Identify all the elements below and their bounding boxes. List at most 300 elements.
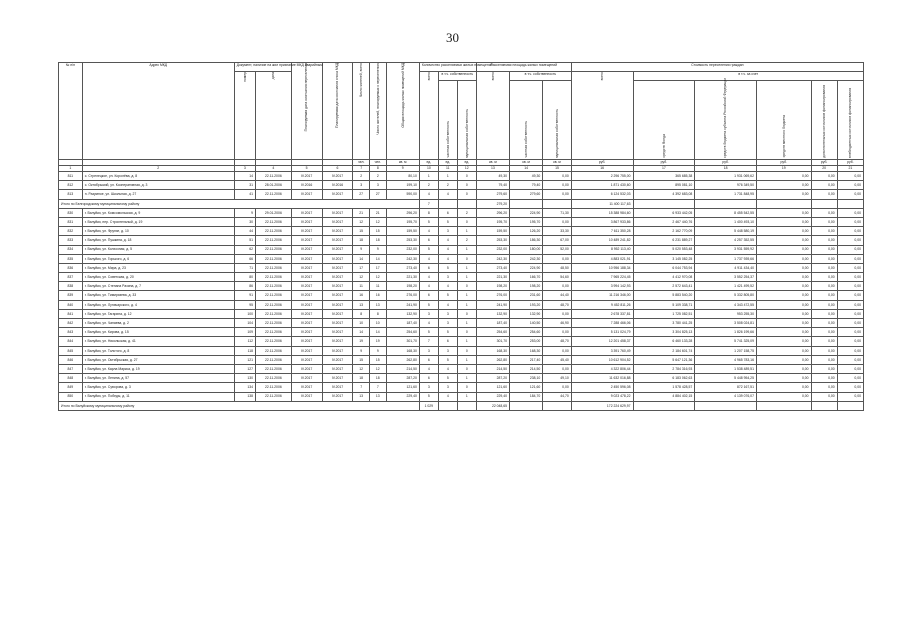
cell-a1: 121,60 bbox=[476, 383, 509, 392]
cell-addr: г. Валуйки, ул. Гагарина, д. 12 bbox=[82, 309, 234, 318]
cell-s2: 5 883 540,20 bbox=[633, 291, 695, 300]
summary-blank bbox=[756, 199, 811, 208]
cell-num: 109 bbox=[234, 328, 255, 337]
table-row bbox=[59, 190, 864, 199]
cell-date: 22.11.2006 bbox=[256, 236, 292, 245]
unit-cell-16: руб. bbox=[571, 160, 633, 166]
column-number-10: 10 bbox=[419, 166, 438, 172]
cell-c1: 7 bbox=[419, 337, 438, 346]
cell-a1: 195,70 bbox=[476, 217, 509, 226]
cell-a2: 195,70 bbox=[510, 217, 543, 226]
cell-num: 138 bbox=[234, 392, 255, 401]
cell-p2: 14 bbox=[370, 328, 387, 337]
cell-c1: 1 bbox=[419, 172, 438, 181]
cell-c1: 4 bbox=[419, 227, 438, 236]
cell-plan2: IV.2017 bbox=[322, 383, 353, 392]
cell-plan1: IV.2017 bbox=[291, 208, 322, 217]
cell-c3: 0 bbox=[457, 172, 476, 181]
cell-s5: 0,00 bbox=[811, 245, 837, 254]
table-row bbox=[59, 337, 864, 346]
cell-plan2: IV.2017 bbox=[322, 254, 353, 263]
cell-s6: 0,00 bbox=[837, 190, 863, 199]
cell-num: 121 bbox=[234, 355, 255, 364]
cell-c3: 1 bbox=[457, 300, 476, 309]
cell-plan2: IV.2017 bbox=[322, 364, 353, 373]
summary-count: 1 029 bbox=[419, 401, 438, 410]
cell-c1: 8 bbox=[419, 208, 438, 217]
cell-s2: 3 145 082,25 bbox=[633, 254, 695, 263]
cell-c3: 0 bbox=[457, 181, 476, 190]
cell-plan2: IV.2016 bbox=[322, 181, 353, 190]
cell-s2: 1 725 082,51 bbox=[633, 309, 695, 318]
cell-s2: 4 412 970,08 bbox=[633, 273, 695, 282]
header-cost-sub: в т.ч. за счет bbox=[633, 72, 864, 81]
cell-addr: с. Стрелецкое, ул. Королёва, д. 8 bbox=[82, 172, 234, 181]
cell-date: 22.11.2006 bbox=[256, 346, 292, 355]
cell-s3: 953 255,30 bbox=[695, 309, 757, 318]
cell-a3: 0,00 bbox=[543, 181, 572, 190]
cell-p2: 21 bbox=[370, 208, 387, 217]
cell-addr: г. Валуйки, ул. Тимирязева, д. 33 bbox=[82, 291, 234, 300]
cell-s6: 0,00 bbox=[837, 273, 863, 282]
summary-blank bbox=[837, 401, 863, 410]
table-row bbox=[59, 263, 864, 272]
page-number: 30 bbox=[446, 30, 459, 45]
summary-area: 279,20 bbox=[476, 199, 509, 208]
cell-s4: 0,00 bbox=[756, 364, 811, 373]
cell-s2: 895 081,10 bbox=[633, 181, 695, 190]
summary-blank bbox=[695, 199, 757, 208]
column-number-13: 13 bbox=[476, 166, 509, 172]
unit-cell-13: кв. м bbox=[476, 160, 509, 166]
cell-date: 22.11.2006 bbox=[256, 172, 292, 181]
cell-plan2: IV.2017 bbox=[322, 245, 353, 254]
cell-s1: 7 965 224,45 bbox=[571, 273, 633, 282]
cell-c3: 2 bbox=[457, 208, 476, 217]
cell-date: 22.11.2006 bbox=[256, 282, 292, 291]
cell-p1: 17 bbox=[353, 263, 370, 272]
cell-c2: 6 bbox=[438, 208, 457, 217]
cell-s3: 1 731 848,95 bbox=[695, 190, 757, 199]
cell-c2: 4 bbox=[438, 364, 457, 373]
column-number-21: 21 bbox=[837, 166, 863, 172]
summary-blank bbox=[811, 401, 837, 410]
cell-plan2: IV.2017 bbox=[322, 172, 353, 181]
cell-area: 132,90 bbox=[386, 309, 419, 318]
cell-area: 296,20 bbox=[386, 208, 419, 217]
cell-s4: 0,00 bbox=[756, 217, 811, 226]
cell-s1: 11 216 346,00 bbox=[571, 291, 633, 300]
cell-s4: 0,00 bbox=[756, 181, 811, 190]
cell-area: 229,40 bbox=[386, 392, 419, 401]
cell-a3: 49,10 bbox=[543, 374, 572, 383]
cell-s3: 4 343 472,55 bbox=[695, 300, 757, 309]
cell-p2: 13 bbox=[370, 392, 387, 401]
cell-a1: 276,00 bbox=[476, 291, 509, 300]
cell-plan1: IV.2016 bbox=[291, 181, 322, 190]
cell-addr: г. Валуйки, ул. Мира, д. 23 bbox=[82, 263, 234, 272]
cell-plan1: IV.2017 bbox=[291, 319, 322, 328]
cell-area: 590,00 bbox=[386, 190, 419, 199]
summary-row bbox=[59, 401, 864, 410]
cell-s1: 4 883 021,91 bbox=[571, 254, 633, 263]
cell-a2: 224,90 bbox=[510, 208, 543, 217]
cell-area: 80,10 bbox=[386, 172, 419, 181]
column-number-19: 19 bbox=[756, 166, 811, 172]
cell-c2: 5 bbox=[438, 291, 457, 300]
cell-a2: 132,90 bbox=[510, 309, 543, 318]
cell-plan2: IV.2017 bbox=[322, 236, 353, 245]
cell-s2: 3 304 825,13 bbox=[633, 328, 695, 337]
header-residents-total: Число жителей, всего bbox=[353, 63, 370, 160]
cell-date: 22.11.2006 bbox=[256, 364, 292, 373]
cell-plan1: IV.2017 bbox=[291, 337, 322, 346]
cell-s5: 0,00 bbox=[811, 263, 837, 272]
header-area-group: Расселяемая площадь жилых помещений bbox=[476, 63, 571, 72]
cell-s6: 0,00 bbox=[837, 364, 863, 373]
cell-c2: 4 bbox=[438, 282, 457, 291]
cell-s5: 0,00 bbox=[811, 309, 837, 318]
cell-s6: 0,00 bbox=[837, 300, 863, 309]
column-number-16: 16 bbox=[571, 166, 633, 172]
cell-area: 195,70 bbox=[386, 217, 419, 226]
table-row bbox=[59, 319, 864, 328]
cell-c3: 1 bbox=[457, 291, 476, 300]
cell-c1: 5 bbox=[419, 328, 438, 337]
cell-a3: 0,00 bbox=[543, 282, 572, 291]
cell-c3: 1 bbox=[457, 319, 476, 328]
cell-s3: 3 552 254,37 bbox=[695, 273, 757, 282]
cell-plan1: IV.2017 bbox=[291, 355, 322, 364]
cell-c1: 3 bbox=[419, 346, 438, 355]
cell-area: 121,60 bbox=[386, 383, 419, 392]
cell-area: 262,80 bbox=[386, 355, 419, 364]
cell-c2: 4 bbox=[438, 254, 457, 263]
cell-s6: 0,00 bbox=[837, 263, 863, 272]
cell-p1: 10 bbox=[353, 319, 370, 328]
cell-addr: с. Октябрьский, ул. Кооперативная, д. 3 bbox=[82, 181, 234, 190]
cell-s1: 3 994 142,93 bbox=[571, 282, 633, 291]
cell-num: 66 bbox=[234, 254, 255, 263]
cell-s2: 2 784 316,93 bbox=[633, 364, 695, 373]
cell-s3: 1 400 493,10 bbox=[695, 217, 757, 226]
cell-plan2: IV.2017 bbox=[322, 319, 353, 328]
cell-s4: 0,00 bbox=[756, 309, 811, 318]
cell-s3: 3 931 559,92 bbox=[695, 245, 757, 254]
cell-s6: 0,00 bbox=[837, 291, 863, 300]
cell-a1: 232,00 bbox=[476, 245, 509, 254]
header-residents-planned: Число жителей, планируемых к переселению bbox=[370, 63, 387, 160]
cell-a1: 79,40 bbox=[476, 181, 509, 190]
cell-addr: п. Разумное, ул. Школьная, д. 27 bbox=[82, 190, 234, 199]
cell-s1: 2 296 755,00 bbox=[571, 172, 633, 181]
cell-p2: 9 bbox=[370, 346, 387, 355]
cell-plan2: IV.2017 bbox=[322, 263, 353, 272]
unit-cell-17: руб. bbox=[633, 160, 695, 166]
cell-c1: 5 bbox=[419, 392, 438, 401]
cell-c2: 5 bbox=[438, 217, 457, 226]
cell-a3: 67,00 bbox=[543, 236, 572, 245]
summary-cost: 11 400 117,63 bbox=[571, 199, 633, 208]
cell-p2: 8 bbox=[370, 309, 387, 318]
cell-no: 837 bbox=[59, 273, 83, 282]
cell-plan2: IV.2017 bbox=[322, 392, 353, 401]
cell-s1: 10 612 904,52 bbox=[571, 355, 633, 364]
cell-date: 22.11.2006 bbox=[256, 392, 292, 401]
cell-s3: 4 257 352,55 bbox=[695, 236, 757, 245]
cell-date: 22.11.2006 bbox=[256, 254, 292, 263]
cell-p2: 18 bbox=[370, 374, 387, 383]
cell-c1: 4 bbox=[419, 254, 438, 263]
cell-s3: 5 448 954,25 bbox=[695, 374, 757, 383]
table-row bbox=[59, 328, 864, 337]
cell-c1: 3 bbox=[419, 383, 438, 392]
cell-a1: 254,60 bbox=[476, 328, 509, 337]
cell-a3: 52,00 bbox=[543, 245, 572, 254]
cell-plan1: IV.2017 bbox=[291, 383, 322, 392]
table-row bbox=[59, 227, 864, 236]
cell-p2: 16 bbox=[370, 291, 387, 300]
summary-row bbox=[59, 199, 864, 208]
cell-s4: 0,00 bbox=[756, 236, 811, 245]
cell-no: 846 bbox=[59, 355, 83, 364]
unit-cell-19: руб. bbox=[756, 160, 811, 166]
header-area-private: частная собственность bbox=[510, 81, 543, 160]
cell-plan1: IV.2017 bbox=[291, 263, 322, 272]
cell-no: 812 bbox=[59, 181, 83, 190]
cell-s2: 365 685,38 bbox=[633, 172, 695, 181]
cell-s1: 10 956 188,34 bbox=[571, 263, 633, 272]
cell-s4: 0,00 bbox=[756, 291, 811, 300]
cell-p1: 18 bbox=[353, 236, 370, 245]
summary-blank bbox=[633, 199, 695, 208]
cell-s1: 15 388 984,60 bbox=[571, 208, 633, 217]
cell-c1: 6 bbox=[419, 374, 438, 383]
cell-s2: 5 109 338,71 bbox=[633, 300, 695, 309]
cell-c3: 1 bbox=[457, 245, 476, 254]
cell-num: 62 bbox=[234, 245, 255, 254]
cell-a3: 48,70 bbox=[543, 337, 572, 346]
cell-s6: 0,00 bbox=[837, 383, 863, 392]
cell-s1: 12 201 458,37 bbox=[571, 337, 633, 346]
cell-c1: 4 bbox=[419, 273, 438, 282]
summary-label: Итого по Белгородскому муниципальному району bbox=[59, 199, 420, 208]
cell-num: 91 bbox=[234, 291, 255, 300]
cell-s3: 8 455 542,55 bbox=[695, 208, 757, 217]
cell-area: 253,30 bbox=[386, 236, 419, 245]
column-number-20: 20 bbox=[811, 166, 837, 172]
cell-s6: 0,00 bbox=[837, 227, 863, 236]
cell-p2: 12 bbox=[370, 217, 387, 226]
cell-num: 41 bbox=[234, 190, 255, 199]
cell-s2: 6 044 753,94 bbox=[633, 263, 695, 272]
column-number-3: 3 bbox=[234, 166, 255, 172]
cell-p2: 27 bbox=[370, 190, 387, 199]
summary-count: 7 bbox=[419, 199, 438, 208]
cell-a1: 221,30 bbox=[476, 273, 509, 282]
cell-plan1: IV.2017 bbox=[291, 291, 322, 300]
cell-a3: 0,00 bbox=[543, 172, 572, 181]
cell-s5: 0,00 bbox=[811, 282, 837, 291]
cell-area: 287,20 bbox=[386, 374, 419, 383]
cell-p2: 15 bbox=[370, 355, 387, 364]
cell-num: 104 bbox=[234, 319, 255, 328]
summary-blank bbox=[633, 401, 695, 410]
cell-c1: 4 bbox=[419, 190, 438, 199]
cell-p1: 3 bbox=[353, 181, 370, 190]
cell-p1: 13 bbox=[353, 300, 370, 309]
cell-c1: 6 bbox=[419, 263, 438, 272]
cell-s5: 0,00 bbox=[811, 254, 837, 263]
cell-s4: 0,00 bbox=[756, 245, 811, 254]
cell-c1: 5 bbox=[419, 300, 438, 309]
cell-a3: 44,40 bbox=[543, 291, 572, 300]
header-count-municipal: муниципальная собственность bbox=[457, 81, 476, 160]
cell-a2: 79,40 bbox=[510, 181, 543, 190]
cell-s1: 7 611 350,28 bbox=[571, 227, 633, 236]
cell-p2: 14 bbox=[370, 254, 387, 263]
cell-plan1: IV.2017 bbox=[291, 245, 322, 254]
summary-blank bbox=[457, 199, 476, 208]
cell-date: 22.11.2006 bbox=[256, 383, 292, 392]
relocation-register-sheet bbox=[58, 62, 864, 622]
cell-s4: 0,00 bbox=[756, 254, 811, 263]
cell-num: 112 bbox=[234, 337, 255, 346]
cell-num: 9 bbox=[234, 208, 255, 217]
cell-a1: 187,40 bbox=[476, 319, 509, 328]
header-area-total-col: всего bbox=[476, 72, 509, 160]
summary-blank bbox=[457, 401, 476, 410]
cell-a2: 180,00 bbox=[510, 245, 543, 254]
cell-s1: 3 867 933,86 bbox=[571, 217, 633, 226]
cell-plan1: IV.2017 bbox=[291, 374, 322, 383]
header-planned-relocation: Планируемая дата окончания переселения bbox=[291, 63, 322, 160]
cell-s5: 0,00 bbox=[811, 300, 837, 309]
cell-plan2: IV.2017 bbox=[322, 328, 353, 337]
cell-s2: 6 183 062,63 bbox=[633, 374, 695, 383]
cell-c3: 1 bbox=[457, 227, 476, 236]
cell-no: 833 bbox=[59, 236, 83, 245]
cell-s5: 0,00 bbox=[811, 319, 837, 328]
cell-s6: 0,00 bbox=[837, 181, 863, 190]
cell-area: 198,20 bbox=[386, 282, 419, 291]
cell-area: 232,00 bbox=[386, 245, 419, 254]
column-number-17: 17 bbox=[633, 166, 695, 172]
cell-c3: 0 bbox=[457, 217, 476, 226]
cell-a1: 241,90 bbox=[476, 300, 509, 309]
table-row bbox=[59, 392, 864, 401]
cell-num: 14 bbox=[234, 172, 255, 181]
column-number-11: 11 bbox=[438, 166, 457, 172]
cell-s4: 0,00 bbox=[756, 355, 811, 364]
cell-a1: 49,30 bbox=[476, 172, 509, 181]
cell-s6: 0,00 bbox=[837, 236, 863, 245]
cell-p2: 19 bbox=[370, 337, 387, 346]
cell-a1: 253,30 bbox=[476, 236, 509, 245]
cell-c2: 1 bbox=[438, 172, 457, 181]
cell-s3: 5 332 805,80 bbox=[695, 291, 757, 300]
cell-a3: 0,00 bbox=[543, 309, 572, 318]
cell-s5: 0,00 bbox=[811, 227, 837, 236]
cell-s2: 2 572 643,41 bbox=[633, 282, 695, 291]
cell-a1: 242,30 bbox=[476, 254, 509, 263]
cell-num: 71 bbox=[234, 263, 255, 272]
cell-date: 22.11.2006 bbox=[256, 337, 292, 346]
cell-c2: 4 bbox=[438, 245, 457, 254]
cell-a1: 296,20 bbox=[476, 208, 509, 217]
table-row bbox=[59, 208, 864, 217]
cell-s5: 0,00 bbox=[811, 172, 837, 181]
cell-a3: 46,90 bbox=[543, 319, 572, 328]
cell-a2: 217,40 bbox=[510, 355, 543, 364]
cell-no: 849 bbox=[59, 383, 83, 392]
cell-area: 221,30 bbox=[386, 273, 419, 282]
unit-cell-10: ед. bbox=[419, 160, 438, 166]
cell-c1: 5 bbox=[419, 217, 438, 226]
cell-addr: г. Валуйки, ул. Суворова, д. 3 bbox=[82, 383, 234, 392]
cell-s2: 3 780 441,25 bbox=[633, 319, 695, 328]
header-count-private: частная собственность bbox=[438, 81, 457, 160]
cell-num: 31 bbox=[234, 181, 255, 190]
cell-p2: 12 bbox=[370, 364, 387, 373]
cell-a3: 0,00 bbox=[543, 190, 572, 199]
header-area-municipal: муниципальная собственность bbox=[543, 81, 572, 160]
cell-num: 86 bbox=[234, 282, 255, 291]
unit-cell-20: руб. bbox=[811, 160, 837, 166]
cell-a2: 214,50 bbox=[510, 364, 543, 373]
cell-s6: 0,00 bbox=[837, 392, 863, 401]
cell-c3: 0 bbox=[457, 190, 476, 199]
cell-s2: 4 884 402,15 bbox=[633, 392, 695, 401]
cell-no: 843 bbox=[59, 328, 83, 337]
table-row bbox=[59, 355, 864, 364]
cell-plan1: IV.2017 bbox=[291, 172, 322, 181]
cell-plan2: IV.2017 bbox=[322, 300, 353, 309]
cell-s6: 0,00 bbox=[837, 208, 863, 217]
cell-s1: 11 632 016,88 bbox=[571, 374, 633, 383]
cell-s6: 0,00 bbox=[837, 328, 863, 337]
cell-p1: 13 bbox=[353, 392, 370, 401]
cell-a2: 242,30 bbox=[510, 254, 543, 263]
cell-plan1: IV.2017 bbox=[291, 346, 322, 355]
cell-a2: 279,60 bbox=[510, 190, 543, 199]
cell-s3: 4 139 076,07 bbox=[695, 392, 757, 401]
cell-s2: 5 020 553,48 bbox=[633, 245, 695, 254]
cell-c2: 3 bbox=[438, 309, 457, 318]
cell-p1: 16 bbox=[353, 291, 370, 300]
cell-s4: 0,00 bbox=[756, 227, 811, 236]
cell-s3: 3 508 024,81 bbox=[695, 319, 757, 328]
cell-p2: 12 bbox=[370, 273, 387, 282]
cell-num: 127 bbox=[234, 364, 255, 373]
cell-no: 811 bbox=[59, 172, 83, 181]
cell-p1: 18 bbox=[353, 374, 370, 383]
cell-c2: 5 bbox=[438, 355, 457, 364]
cell-a2: 184,70 bbox=[510, 392, 543, 401]
cell-a2: 49,30 bbox=[510, 172, 543, 181]
cell-no: 841 bbox=[59, 309, 83, 318]
cell-date: 22.11.2006 bbox=[256, 227, 292, 236]
cell-s5: 0,00 bbox=[811, 236, 837, 245]
cell-p1: 9 bbox=[353, 245, 370, 254]
cell-addr: г. Валуйки, ул. Чапаева, д. 2 bbox=[82, 319, 234, 328]
cell-s2: 2 467 440,76 bbox=[633, 217, 695, 226]
table-row bbox=[59, 172, 864, 181]
cell-a2: 224,90 bbox=[510, 263, 543, 272]
cell-date: 22.11.2006 bbox=[256, 291, 292, 300]
cell-s5: 0,00 bbox=[811, 364, 837, 373]
header-document-group: Документ, наличие на жил признание МКД аварийным bbox=[234, 63, 291, 72]
